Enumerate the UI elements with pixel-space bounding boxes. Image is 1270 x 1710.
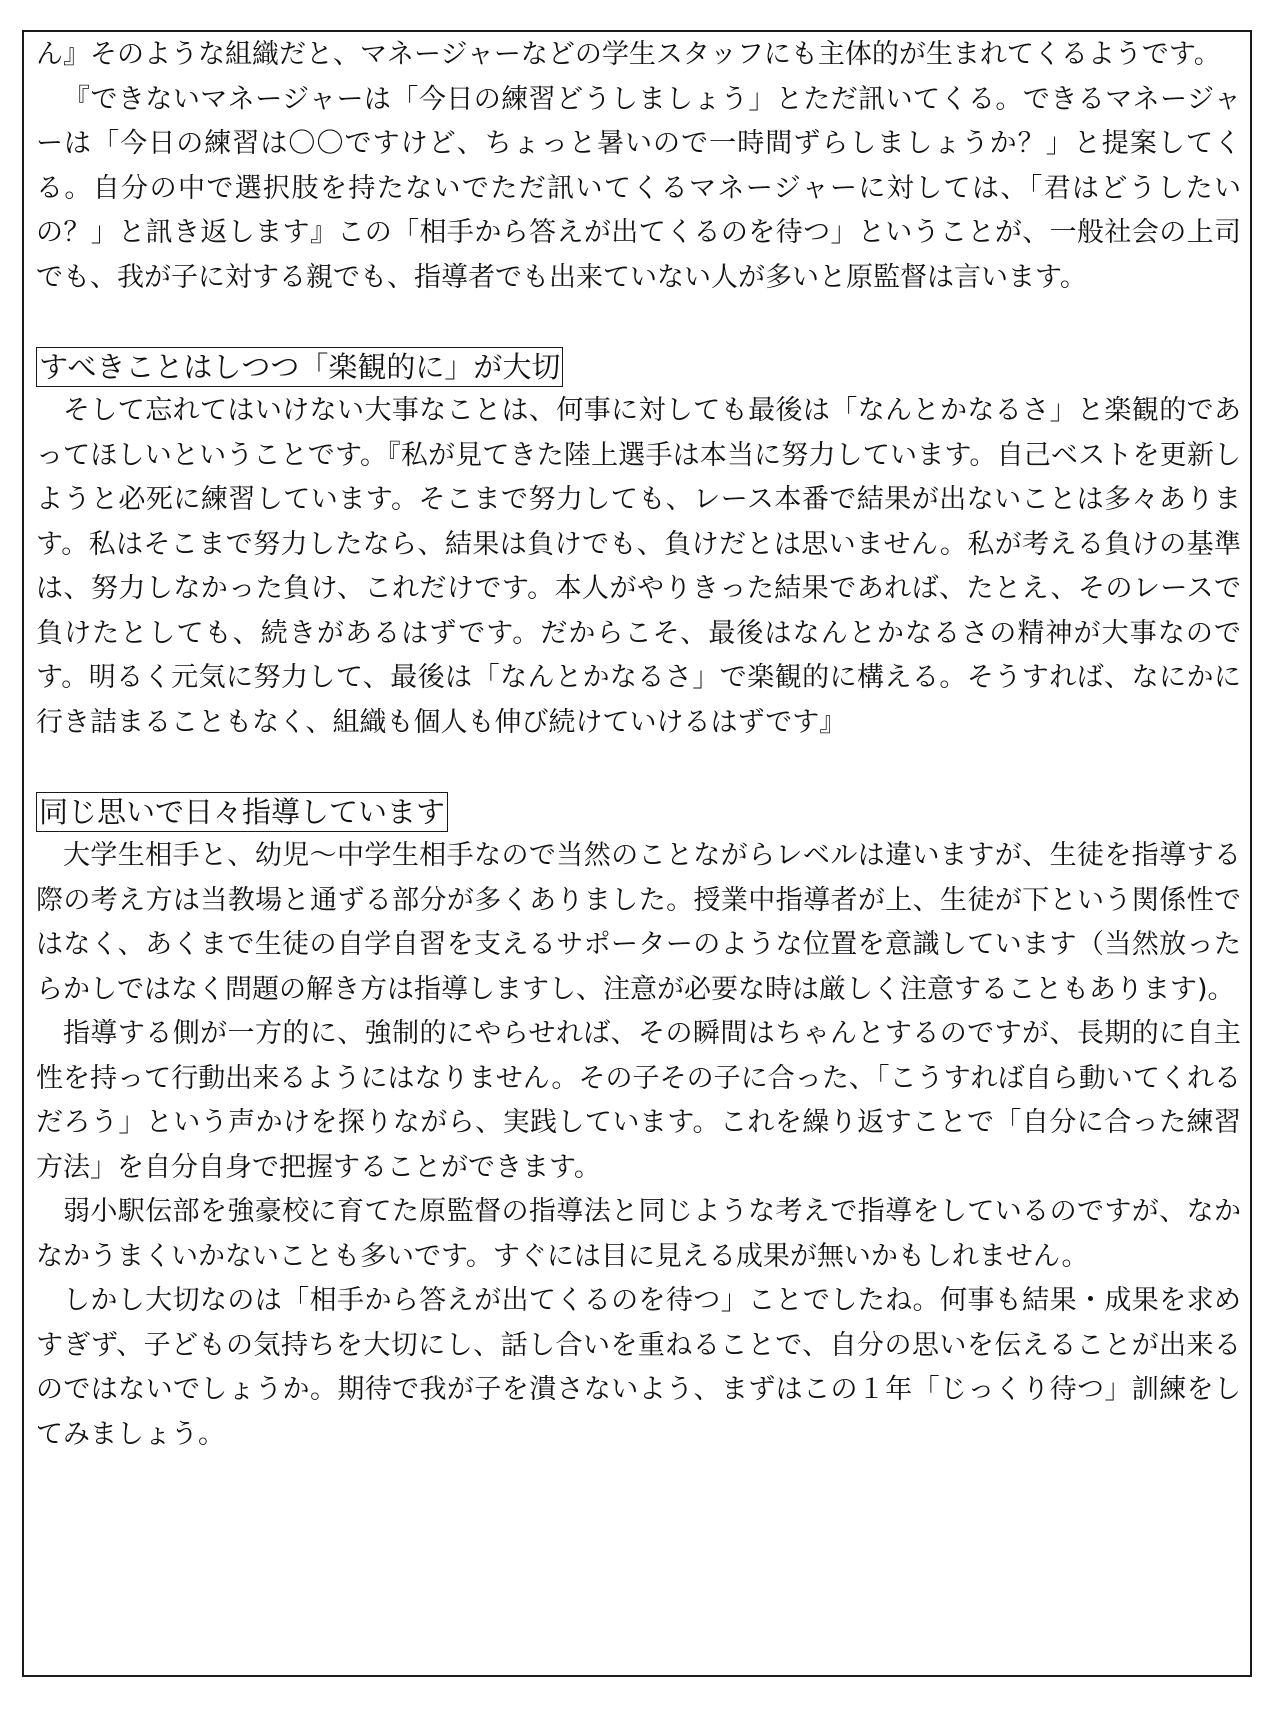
- section-heading-row: [36, 790, 1241, 835]
- section-paragraph-teaching-approach: 大学生相手と、幼児～中学生相手なので当然のことながらレベルは違いますが、生徒を指導する際の考え方は当教場と通ずる部分が多くありました。授業中指導者が上、生徒が下という関係性ではなく、あくまで生徒の自学自習を支えるサポーターのような位置を意識しています（当然放ったらかしではなく問題の解き方は指導しますし、注意が必要な時は厳しく注意することもあります)。: [36, 840, 1241, 1005]
- section-paragraph-conclusion: しかし大切なのは「相手から答えが出てくるのを待つ」ことでしたね。何事も結果・成果を求めすぎず、子どもの気持ちを大切にし、話し合いを重ねることで、自分の思いを伝えることが出来るのではないでしょうか。期待で我が子を潰さないよう、まずはこの１年「じっくり待つ」訓練をしてみましょう。: [36, 1285, 1241, 1450]
- paragraph-gap: [36, 745, 1241, 790]
- paragraph-gap: [36, 300, 1241, 345]
- section-paragraph-optimism: そして忘れてはいけない大事なことは、何事に対しても最後は「なんとかなるさ」と楽観的であってほしいということです。『私が見てきた陸上選手は本当に努力しています。自己ベストを更新しようと必死に練習しています。そこまで努力しても、レース本番で結果が出ないことは多々あります。私はそこまで努力したなら、結果は負けでも、負けだとは思いません。私が考える負けの基準は、努力しなかった負け、これだけです。本人がやりきった結果であれば、たとえ、そのレースで負けたとしても、続きがあるはずです。だからこそ、最後はなんとかなるさの精神が大事なのです。明るく元気に努力して、最後は「なんとかなるさ」で楽観的に構える。そうすれば、なにかに行き詰まることもなく、組織も個人も伸び続けていけるはずです』: [36, 395, 1241, 738]
- section-paragraph-autonomy: 指導する側が一方的に、強制的にやらせれば、その瞬間はちゃんとするのですが、長期的に自主性を持って行動出来るようにはなりません。その子その子に合った、「こうすれば自ら動いてくれるだろう」という声かけを探りながら、実践しています。これを繰り返すことで「自分に合った練習方法」を自分自身で把握することができます。: [36, 1018, 1241, 1183]
- intro-paragraph-manager-quote: 『できないマネージャーは「今日の練習どうしましょう」とただ訊いてくる。できるマネージャーは「今日の練習は〇〇ですけど、ちょっと暑いので一時間ずらしましょうか？」と提案してくる。自分の中で選択肢を持たないでただ訊いてくるマネージャーに対しては、「君はどうしたいの？」と訊き返します』この「相手から答えが出てくるのを待つ」ということが、一般社会の上司でも、我が子に対する親でも、指導者でも出来ていない人が多いと原監督は言います。: [36, 83, 1241, 293]
- section-heading-same-thoughts: 同じ思いで日々指導しています: [36, 792, 448, 832]
- section-heading-optimism: すべきことはしつつ「楽観的に」が大切: [36, 347, 563, 387]
- section-heading-row: [36, 345, 1241, 390]
- document-body: [36, 33, 1241, 1457]
- section-paragraph-coach-method: 弱小駅伝部を強豪校に育てた原監督の指導法と同じような考えで指導をしているのですが、なかなかうまくいかないことも多いです。すぐには目に見える成果が無いかもしれません。: [36, 1196, 1241, 1272]
- intro-paragraph-continued: ん』そのような組織だと、マネージャーなどの学生スタッフにも主体的が生まれてくるようです。: [36, 39, 1221, 70]
